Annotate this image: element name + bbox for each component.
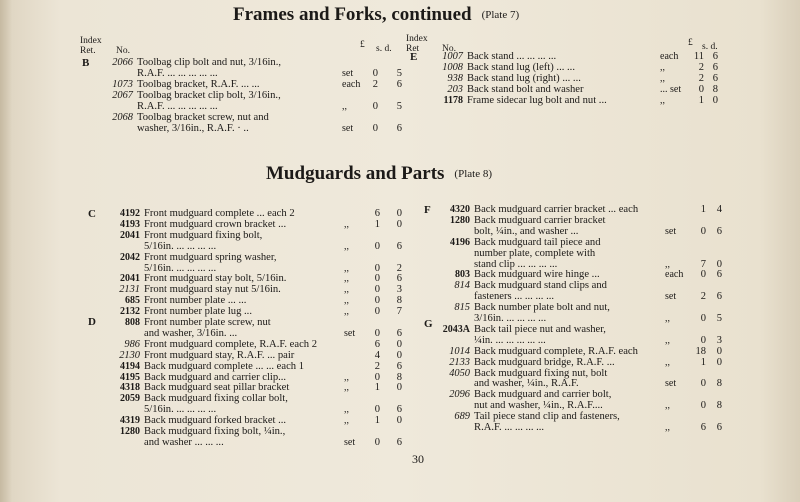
price-pence: 0	[716, 258, 722, 270]
part-number: 2043A	[442, 323, 470, 335]
price-shillings: 0	[374, 327, 380, 339]
price-pence: 6	[716, 225, 722, 237]
price-pence: 5	[396, 101, 402, 112]
part-description: Front mudguard complete, R.A.F. each 2	[144, 338, 318, 350]
quantity-unit: ,,	[344, 240, 349, 252]
price-shillings: 0	[372, 101, 378, 112]
price-shillings: 0	[698, 84, 704, 95]
part-description: Toolbag bracket, R.A.F. ... ...	[137, 79, 260, 90]
part-description: Front number plate lug ...	[144, 306, 252, 318]
part-description: Back stand lug (right) ... ...	[467, 73, 581, 84]
quantity-unit: ,,	[344, 295, 349, 307]
part-description: Back mudguard fixing nut, bolt	[474, 367, 608, 379]
part-number: 1073	[112, 79, 133, 90]
mudguards-right-index-f: F	[424, 204, 431, 216]
price-shillings: 0	[374, 240, 380, 252]
price-shillings: 2	[700, 291, 706, 303]
binding-shadow	[0, 0, 12, 502]
price-pence: 6	[396, 327, 402, 339]
part-number: 808	[125, 317, 140, 328]
part-description: Front mudguard spring washer,	[144, 251, 277, 263]
frames-right-index-letter: E	[410, 51, 418, 63]
price-pence: 6	[396, 273, 402, 285]
price-shillings: 0	[700, 378, 706, 390]
part-description: Back mudguard fixing collar bolt,	[144, 393, 288, 405]
part-number: 2132	[120, 306, 140, 318]
quantity-unit: ,,	[344, 306, 349, 318]
price-pence: 0	[396, 349, 402, 361]
quantity-unit: set	[665, 378, 677, 390]
quantity-unit: ... set	[660, 84, 682, 95]
quantity-unit: each	[665, 269, 684, 281]
mudguards-plate-ref: (Plate 8)	[454, 168, 492, 180]
part-description: fasteners ... ... ... ...	[474, 291, 555, 303]
part-number: 203	[447, 84, 463, 95]
price-pence: 6	[396, 436, 402, 448]
part-description: Front mudguard crown bracket ...	[144, 218, 287, 230]
part-number: 1280	[120, 426, 140, 437]
quantity-unit: ,,	[665, 400, 670, 412]
price-shillings: 18	[695, 345, 706, 357]
price-pence: 6	[712, 73, 718, 84]
part-description: Back mudguard seat pillar bracket	[144, 382, 290, 394]
part-number: 685	[125, 295, 140, 307]
quantity-unit: ,,	[665, 356, 670, 368]
part-description: number plate, complete with	[474, 247, 596, 259]
mudguards-left-index-c: C	[88, 208, 96, 220]
price-shillings: 0	[374, 273, 380, 285]
quantity-unit: ,,	[660, 62, 665, 73]
part-description: Front mudguard stay nut 5/16in.	[144, 284, 281, 296]
part-description: Back mudguard stand clips and	[474, 280, 607, 292]
part-description: Back mudguard complete ... ... each 1	[144, 360, 305, 372]
part-number: 2041	[120, 229, 140, 241]
frames-plate-ref: (Plate 7)	[481, 9, 520, 21]
price-pence: 6	[712, 62, 718, 73]
price-shillings: 0	[374, 262, 380, 274]
part-number: 4196	[450, 236, 470, 248]
price-pence: 7	[396, 306, 402, 318]
quantity-unit: ,,	[344, 382, 349, 394]
price-pence: 6	[716, 269, 722, 281]
part-number: 4320	[450, 204, 470, 215]
header-ret-label: Ret	[406, 44, 420, 54]
price-shillings: 0	[700, 334, 706, 346]
part-number: 938	[447, 73, 463, 84]
frames-left-index-letter: B	[82, 57, 90, 69]
price-pence: 6	[716, 422, 722, 433]
part-number: 803	[455, 269, 470, 281]
price-pence: 8	[396, 371, 402, 383]
price-pence: 5	[396, 68, 402, 79]
part-description: and washer, ¼in., R.A.F.	[474, 378, 579, 390]
price-pence: 0	[396, 208, 402, 219]
part-description: Front number plate ... ...	[144, 295, 247, 307]
part-description: 5/16in. ... ... ... ...	[144, 404, 217, 416]
part-description: Front number plate screw, nut	[144, 317, 271, 328]
quantity-unit: ,,	[344, 273, 349, 285]
frames-section-title	[233, 4, 519, 26]
price-shillings: 4	[374, 349, 380, 361]
quantity-unit: ,,	[342, 101, 347, 112]
part-number: 1178	[443, 95, 463, 106]
price-pence: 3	[396, 284, 402, 296]
part-description: Back mudguard forked bracket ...	[144, 415, 287, 427]
frames-left-header-index	[80, 36, 102, 56]
price-shillings: 6	[700, 422, 706, 433]
catalogue-line	[95, 123, 249, 135]
part-number: 1008	[442, 62, 463, 73]
part-description: nut and washer, ¼in., R.A.F....	[474, 400, 603, 412]
price-shillings: 0	[374, 436, 380, 448]
quantity-unit: set	[344, 436, 356, 448]
part-number: 4195	[120, 371, 140, 383]
price-shillings: 1	[700, 204, 706, 215]
part-description: Toolbag clip bolt and nut, 3/16in.,	[137, 57, 282, 68]
price-pence: 6	[396, 360, 402, 372]
part-description: R.A.F. ... ... ... ... ...	[137, 101, 218, 112]
price-pence: 8	[712, 84, 718, 95]
price-shillings: 2	[372, 79, 378, 90]
part-description: Toolbag bracket clip bolt, 3/16in.,	[137, 90, 281, 101]
part-description: Back stand ... ... ... ...	[467, 51, 557, 62]
quantity-unit: ,,	[665, 258, 670, 270]
part-description: Front mudguard stay, R.A.F. ... pair	[144, 349, 295, 361]
price-shillings: 2	[374, 360, 380, 372]
part-description: Back mudguard tail piece and	[474, 236, 601, 248]
price-shillings: 11	[693, 51, 704, 62]
part-number: 2041	[120, 273, 140, 285]
frames-right-header-no: No.	[442, 44, 456, 54]
part-number: 1007	[442, 51, 463, 62]
part-description: Frame sidecar lug bolt and nut ...	[467, 95, 607, 106]
price-pence: 0	[716, 345, 722, 357]
part-description: Front mudguard fixing bolt,	[144, 229, 263, 241]
price-shillings: 6	[374, 208, 380, 219]
quantity-unit: ,,	[344, 218, 349, 230]
part-description: Back mudguard bridge, R.A.F. ...	[474, 356, 615, 368]
price-shillings: 1	[374, 218, 380, 230]
part-description: Back number plate bolt and nut,	[474, 302, 610, 314]
mudguards-right-index-g: G	[424, 318, 433, 330]
part-description: Back mudguard carrier bracket ... each	[474, 204, 639, 215]
quantity-unit: each	[342, 79, 361, 90]
part-description: Back tail piece nut and washer,	[474, 323, 606, 335]
part-number: 986	[124, 338, 140, 350]
price-shillings: 0	[700, 313, 706, 324]
frames-right-header-sd: s. d.	[702, 42, 718, 52]
price-pence: 4	[716, 204, 722, 215]
part-description: Back mudguard wire hinge ...	[474, 269, 600, 281]
price-pence: 6	[396, 123, 402, 134]
frames-right-header-pound: £	[688, 38, 693, 48]
quantity-unit: set	[665, 291, 677, 303]
frames-left-header-no: No.	[116, 46, 130, 56]
price-shillings: 1	[700, 356, 706, 368]
part-number: 689	[454, 411, 470, 423]
part-number: 4318	[120, 382, 140, 394]
part-number: 814	[454, 280, 470, 292]
part-number: 1014	[449, 345, 470, 357]
price-pence: 0	[712, 95, 718, 106]
quantity-unit: ,,	[665, 313, 670, 324]
quantity-unit: set	[344, 327, 356, 339]
header-index-label: Index	[406, 34, 428, 44]
part-description: Back stand lug (left) ... ...	[467, 62, 575, 73]
quantity-unit: ,,	[660, 73, 665, 84]
frames-title-text: Frames and Forks, continued	[233, 4, 472, 25]
quantity-unit: set	[665, 225, 677, 237]
part-number: 4194	[120, 360, 140, 372]
header-index-label: Index	[80, 36, 102, 46]
part-number: 4193	[120, 218, 140, 230]
price-pence: 0	[396, 415, 402, 427]
mudguards-left-index-d: D	[88, 316, 96, 328]
part-number: 4192	[120, 208, 140, 219]
quantity-unit: each	[660, 51, 679, 62]
price-shillings: 0	[374, 295, 380, 307]
quantity-unit: ,,	[344, 371, 349, 383]
price-pence: 3	[716, 334, 722, 346]
part-description: washer, 3/16in., R.A.F. · ..	[137, 123, 249, 134]
part-description: Back mudguard fixing bolt, ¼in.,	[144, 426, 286, 437]
part-description: R.A.F. ... ... ... ... ...	[137, 68, 218, 79]
part-description: Back mudguard complete, R.A.F. each	[474, 345, 638, 357]
price-pence: 8	[396, 295, 402, 307]
part-description: Toolbag bracket screw, nut and	[137, 112, 269, 123]
part-description: Front mudguard stay bolt, 5/16in.	[144, 273, 287, 285]
price-pence: 8	[716, 400, 722, 412]
part-number: 2130	[119, 349, 140, 361]
price-pence: 6	[396, 79, 402, 90]
part-description: Back mudguard carrier bracket	[474, 214, 606, 226]
price-pence: 2	[396, 262, 402, 274]
price-pence: 6	[396, 240, 402, 252]
part-description: Front mudguard complete ... each 2	[144, 208, 295, 219]
part-number: 2042	[120, 251, 140, 263]
mudguards-section-title	[266, 163, 492, 185]
quantity-unit: ,,	[660, 95, 665, 106]
price-shillings: 0	[700, 269, 706, 281]
price-shillings: 0	[700, 225, 706, 237]
price-shillings: 0	[700, 400, 706, 412]
part-description: 3/16in. ... ... ... ...	[474, 313, 547, 324]
price-shillings: 0	[374, 306, 380, 318]
quantity-unit: ,,	[344, 262, 349, 274]
quantity-unit: set	[342, 68, 354, 79]
price-pence: 6	[712, 51, 718, 62]
part-description: 5/16in. ... ... ... ...	[144, 240, 217, 252]
price-shillings: 1	[698, 95, 704, 106]
part-number: 1280	[450, 214, 470, 226]
part-number: 4319	[120, 415, 140, 427]
quantity-unit: set	[342, 123, 354, 134]
catalogue-line	[418, 95, 607, 107]
price-shillings: 0	[372, 123, 378, 134]
frames-left-header-sd: s. d.	[376, 44, 392, 54]
frames-left-header-pound: £	[360, 40, 365, 50]
part-number: 2066	[112, 57, 133, 68]
price-pence: 6	[396, 404, 402, 416]
part-description: Back mudguard and carrier bolt,	[474, 389, 612, 401]
price-shillings: 0	[372, 68, 378, 79]
part-description: Back mudguard and carrier clip...	[144, 371, 287, 383]
part-number: 2096	[449, 389, 470, 401]
price-shillings: 7	[700, 258, 706, 270]
price-pence: 6	[716, 291, 722, 303]
quantity-unit: ,,	[344, 404, 349, 416]
price-shillings: 1	[374, 382, 380, 394]
price-pence: 0	[396, 338, 402, 350]
price-shillings: 0	[374, 371, 380, 383]
part-description: and washer ... ... ...	[144, 436, 224, 448]
part-description: 5/16in. ... ... ... ...	[144, 262, 217, 274]
part-description: Back stand bolt and washer	[467, 84, 584, 95]
quantity-unit: ,,	[344, 284, 349, 296]
price-shillings: 2	[698, 73, 704, 84]
price-shillings: 6	[374, 338, 380, 350]
part-description: ¼in. ... ... ... ... ...	[474, 334, 546, 346]
part-number: 2068	[112, 112, 133, 123]
part-number: 4050	[449, 367, 470, 379]
quantity-unit: ,,	[665, 422, 670, 433]
mudguards-title-text: Mudguards and Parts	[266, 163, 445, 184]
header-ret-label: Ret.	[80, 46, 96, 56]
price-shillings: 0	[374, 404, 380, 416]
catalogue-line	[98, 437, 224, 449]
catalogue-line	[428, 422, 544, 434]
part-description: stand clip ... ... ... ...	[474, 258, 558, 270]
part-number: 2133	[449, 356, 470, 368]
part-description: Tail piece stand clip and fasteners,	[474, 411, 620, 423]
part-description: and washer, 3/16in. ...	[144, 327, 238, 339]
price-pence: 5	[716, 313, 722, 324]
part-number: 815	[454, 302, 470, 314]
price-shillings: 2	[698, 62, 704, 73]
quantity-unit: ,,	[344, 415, 349, 427]
price-pence: 0	[396, 382, 402, 394]
quantity-unit: ,,	[665, 334, 670, 346]
price-pence: 8	[716, 378, 722, 390]
price-shillings: 0	[374, 284, 380, 296]
part-number: 2059	[120, 393, 140, 405]
part-description: bolt, ¼in., and washer ...	[474, 225, 579, 237]
price-pence: 0	[716, 356, 722, 368]
page-number: 30	[412, 452, 424, 466]
price-shillings: 1	[374, 415, 380, 427]
part-description: R.A.F. ... ... ... ...	[474, 422, 545, 433]
part-number: 2067	[112, 90, 133, 101]
part-number: 2131	[119, 284, 140, 296]
price-pence: 0	[396, 218, 402, 230]
